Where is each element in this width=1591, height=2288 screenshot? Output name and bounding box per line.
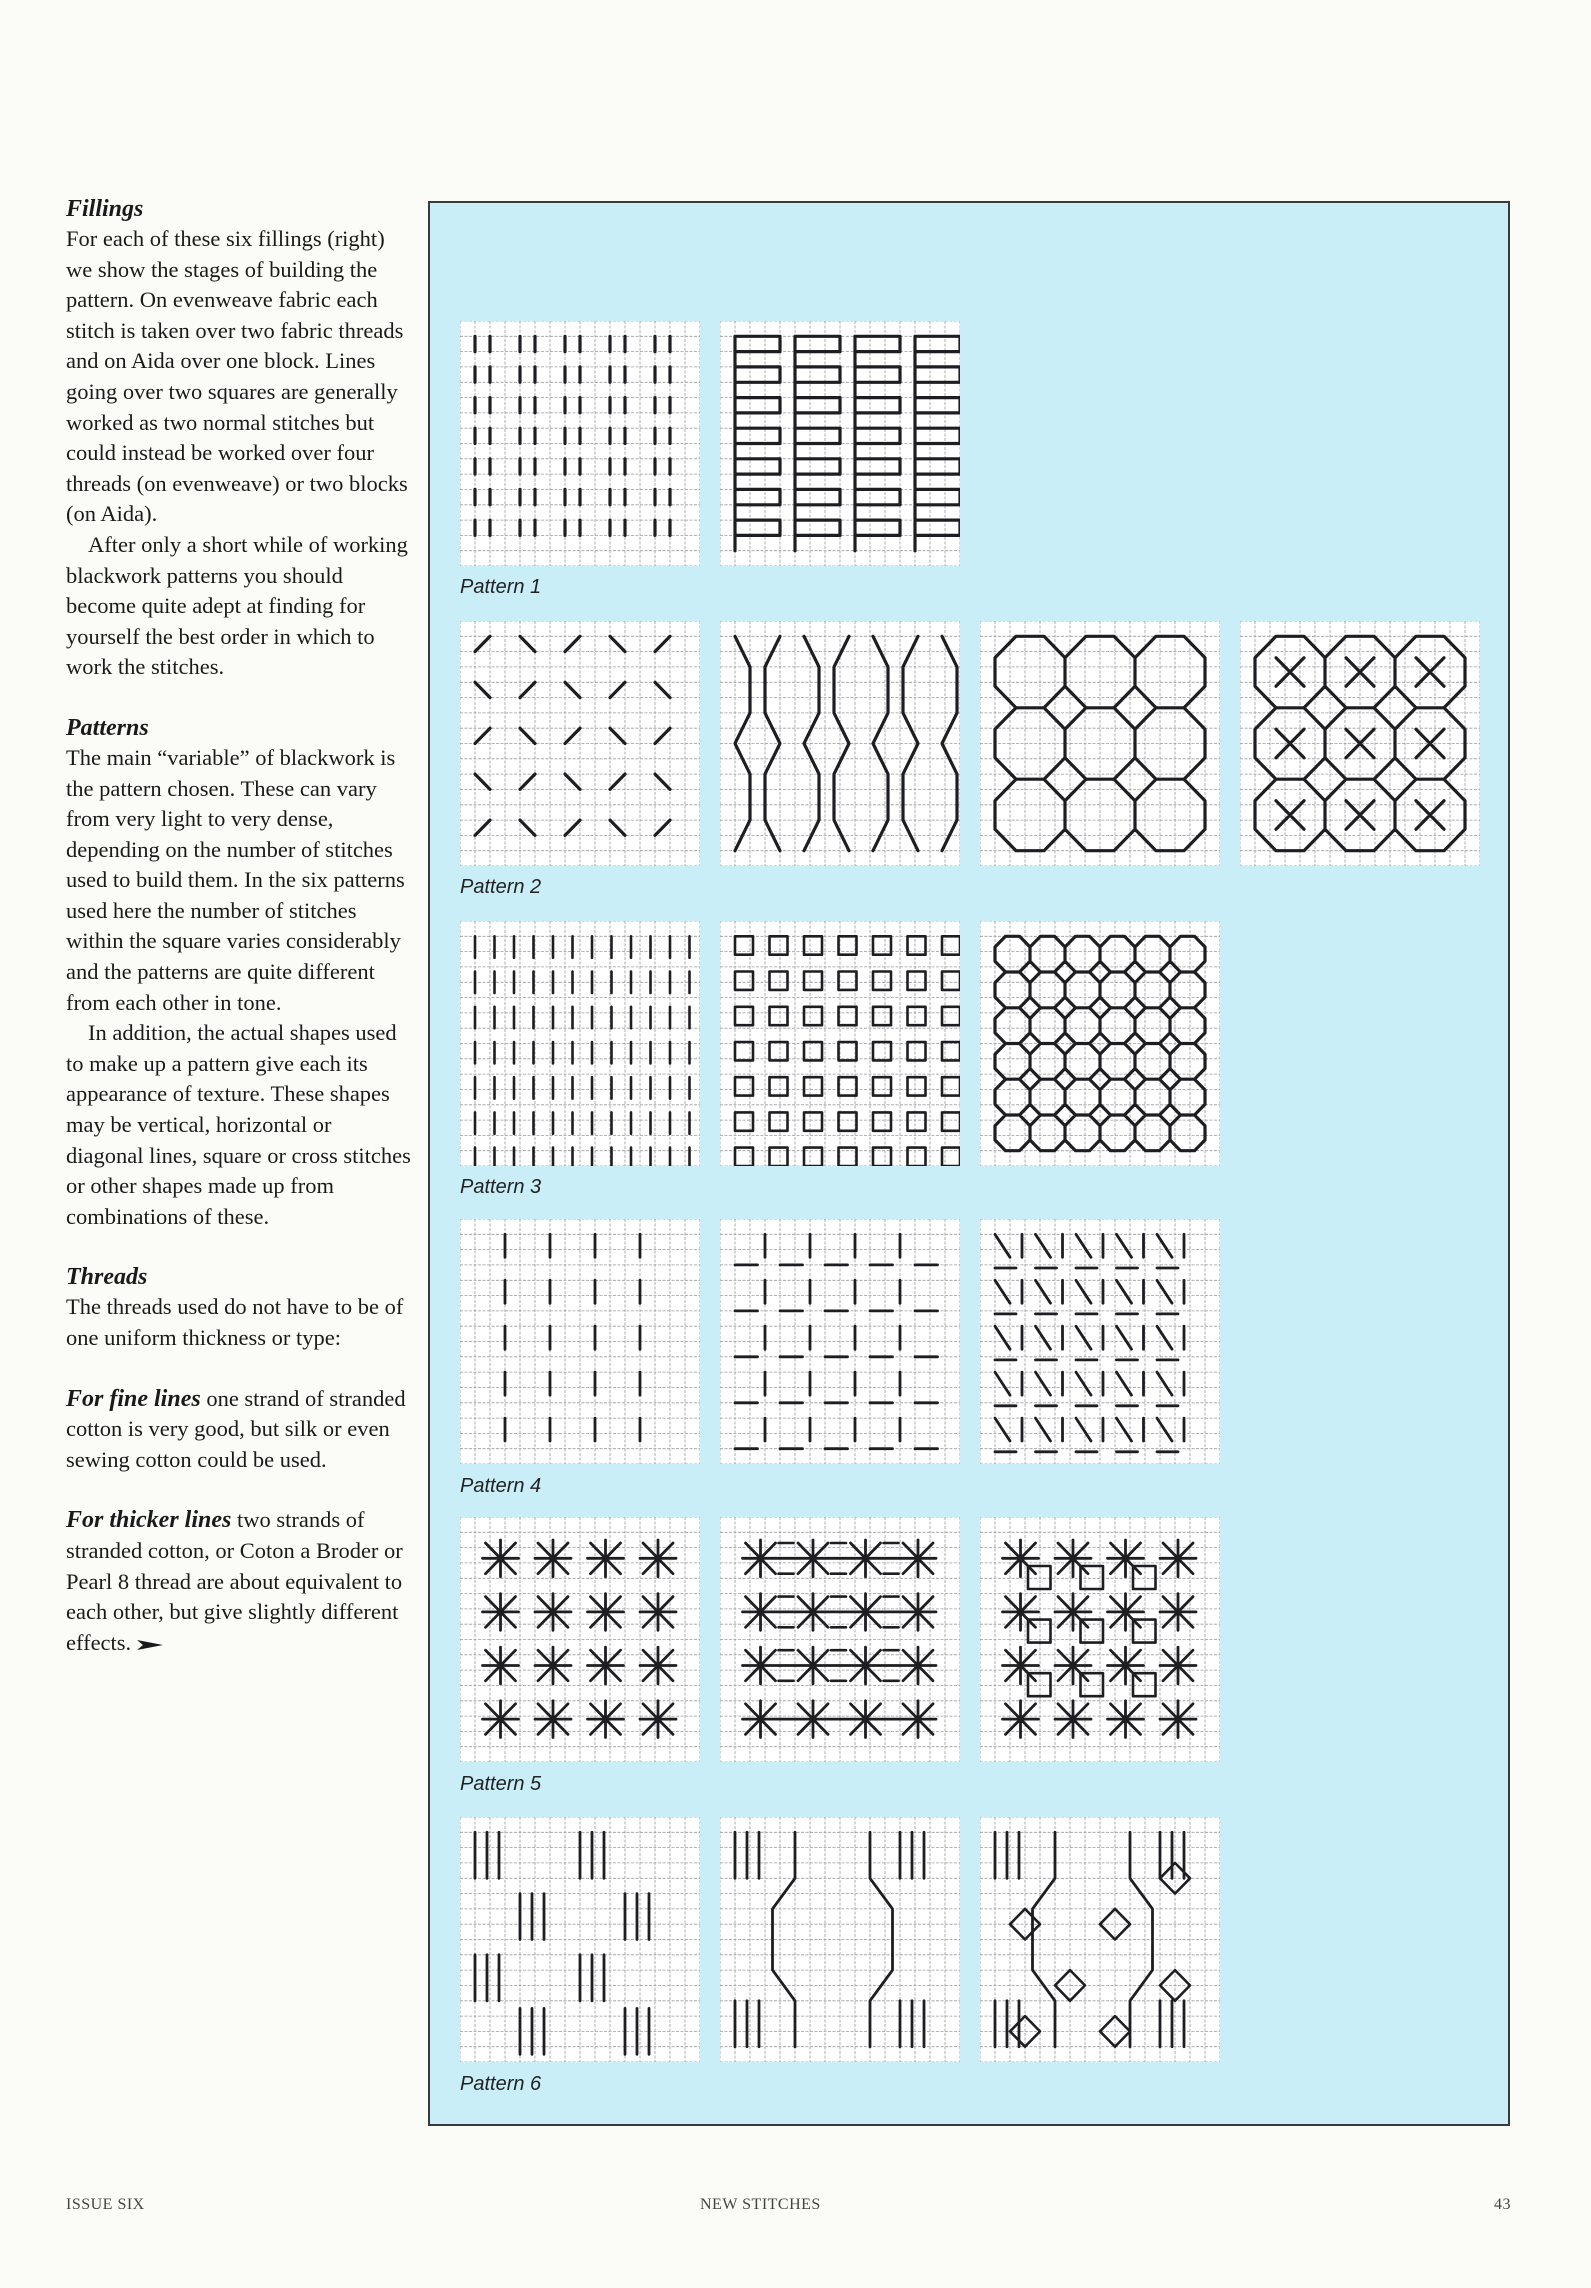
- pattern-4-stage-1-graph: [460, 1219, 700, 1464]
- pattern-5-stage-1-swatch: [460, 1517, 700, 1762]
- thick-lines-text: two strands of stranded cotton, or Coton a Broder or Pearl 8 thread are about equivalent to each other, but give slightly different effects.: [66, 1507, 403, 1655]
- patterns-panel: [428, 201, 1510, 2126]
- pattern-3-stage-1-graph: [460, 921, 700, 1166]
- pattern-1-stage-1-swatch: [460, 321, 700, 566]
- pattern-5-stage-3-graph: [980, 1517, 1220, 1762]
- pattern-2-stage-2-swatch: [720, 621, 960, 866]
- pattern-2-stage-4-graph: [1240, 621, 1480, 866]
- pattern-2-stage-1-swatch: [460, 621, 700, 866]
- pattern-5-stage-2-swatch: [720, 1517, 960, 1762]
- thick-lines-lead: For thicker lines: [66, 1507, 232, 1534]
- threads-heading: Threads: [66, 1264, 148, 1291]
- pattern-3-stage-2-swatch: [720, 921, 960, 1166]
- fillings-paragraph-1: For each of these six fillings (right) we show the stages of building the pattern. On evenweave fabric each stitch is taken over two fabric threads and on Aida over one block. Lines going over two squares are generally worked as two normal stitches but could instead be worked over four threads (on evenweave) or two blocks (on Aida).: [66, 226, 408, 527]
- pattern-1-label: Pattern 1: [460, 576, 542, 598]
- continue-arrow-icon: [137, 1639, 163, 1651]
- page-number: 43: [1494, 2196, 1511, 2213]
- pattern-2-stage-4-swatch: [1240, 621, 1480, 866]
- pattern-5-stage-1-graph: [460, 1517, 700, 1762]
- pattern-2-stage-3-swatch: [980, 621, 1220, 866]
- pattern-6-stage-3-swatch: [980, 1817, 1220, 2062]
- fillings-heading: Fillings: [66, 196, 144, 222]
- pattern-1-stage-1-graph: [460, 321, 700, 566]
- pattern-1-stage-2-swatch: [720, 321, 960, 566]
- patterns-paragraph-1: The main “variable” of blackwork is the pattern chosen. These can vary from very light to very dense, depending on the number of stitches used to build them. In the six patterns used here the number of stitches within the square varies considerably and the patterns are quite different from each other in tone.: [66, 744, 405, 1015]
- fillings-paragraph-2: After only a short while of working blackwork patterns you should become quite adept at finding for yourself the best order in which to work the stitches.: [66, 531, 408, 680]
- pattern-3-stage-1-swatch: [460, 921, 700, 1166]
- pattern-2-label: Pattern 2: [460, 876, 542, 898]
- footer-issue: ISSUE SIX: [66, 2196, 145, 2213]
- pattern-6-stage-2-graph: [720, 1817, 960, 2062]
- pattern-4-stage-2-swatch: [720, 1219, 960, 1464]
- pattern-2-stage-1-graph: [460, 621, 700, 866]
- pattern-3-label: Pattern 3: [460, 1176, 542, 1198]
- fine-lines-text: one strand of stranded cotton is very good, but silk or even sewing cotton could be used.: [66, 1385, 406, 1472]
- pattern-2-stage-3-graph: [980, 621, 1220, 866]
- pattern-5-stage-2-graph: [720, 1517, 960, 1762]
- pattern-6-label: Pattern 6: [460, 2073, 542, 2095]
- text-column: [66, 194, 411, 1658]
- footer-section: NEW STITCHES: [700, 2196, 821, 2213]
- pattern-2-stage-2-graph: [720, 621, 960, 866]
- pattern-3-stage-2-graph: [720, 921, 960, 1166]
- thick-lines-paragraph: [66, 1505, 411, 1658]
- pattern-4-stage-1-swatch: [460, 1219, 700, 1464]
- fine-lines-lead: For fine lines: [66, 1385, 201, 1412]
- threads-paragraph: The threads used do not have to be of one uniform thickness or type:: [66, 1294, 404, 1350]
- pattern-3-stage-3-swatch: [980, 921, 1220, 1166]
- pattern-6-stage-2-swatch: [720, 1817, 960, 2062]
- pattern-4-label: Pattern 4: [460, 1475, 542, 1497]
- pattern-4-stage-2-graph: [720, 1219, 960, 1464]
- pattern-4-stage-3-graph: [980, 1219, 1220, 1464]
- fine-lines-paragraph: [66, 1384, 411, 1476]
- pattern-4-stage-3-swatch: [980, 1219, 1220, 1464]
- pattern-5-stage-3-swatch: [980, 1517, 1220, 1762]
- patterns-paragraph-2: In addition, the actual shapes used to make up a pattern give each its appearance of texture. These shapes may be vertical, horizontal or diagonal lines, square or cross stitches or other shapes made up from combinations of these.: [66, 1020, 411, 1229]
- pattern-3-stage-3-graph: [980, 921, 1220, 1166]
- patterns-heading: Patterns: [66, 714, 149, 741]
- pattern-5-label: Pattern 5: [460, 1773, 542, 1795]
- pattern-6-stage-1-graph: [460, 1817, 700, 2062]
- pattern-6-stage-1-swatch: [460, 1817, 700, 2062]
- pattern-1-stage-2-graph: [720, 321, 960, 566]
- pattern-6-stage-3-graph: [980, 1817, 1220, 2062]
